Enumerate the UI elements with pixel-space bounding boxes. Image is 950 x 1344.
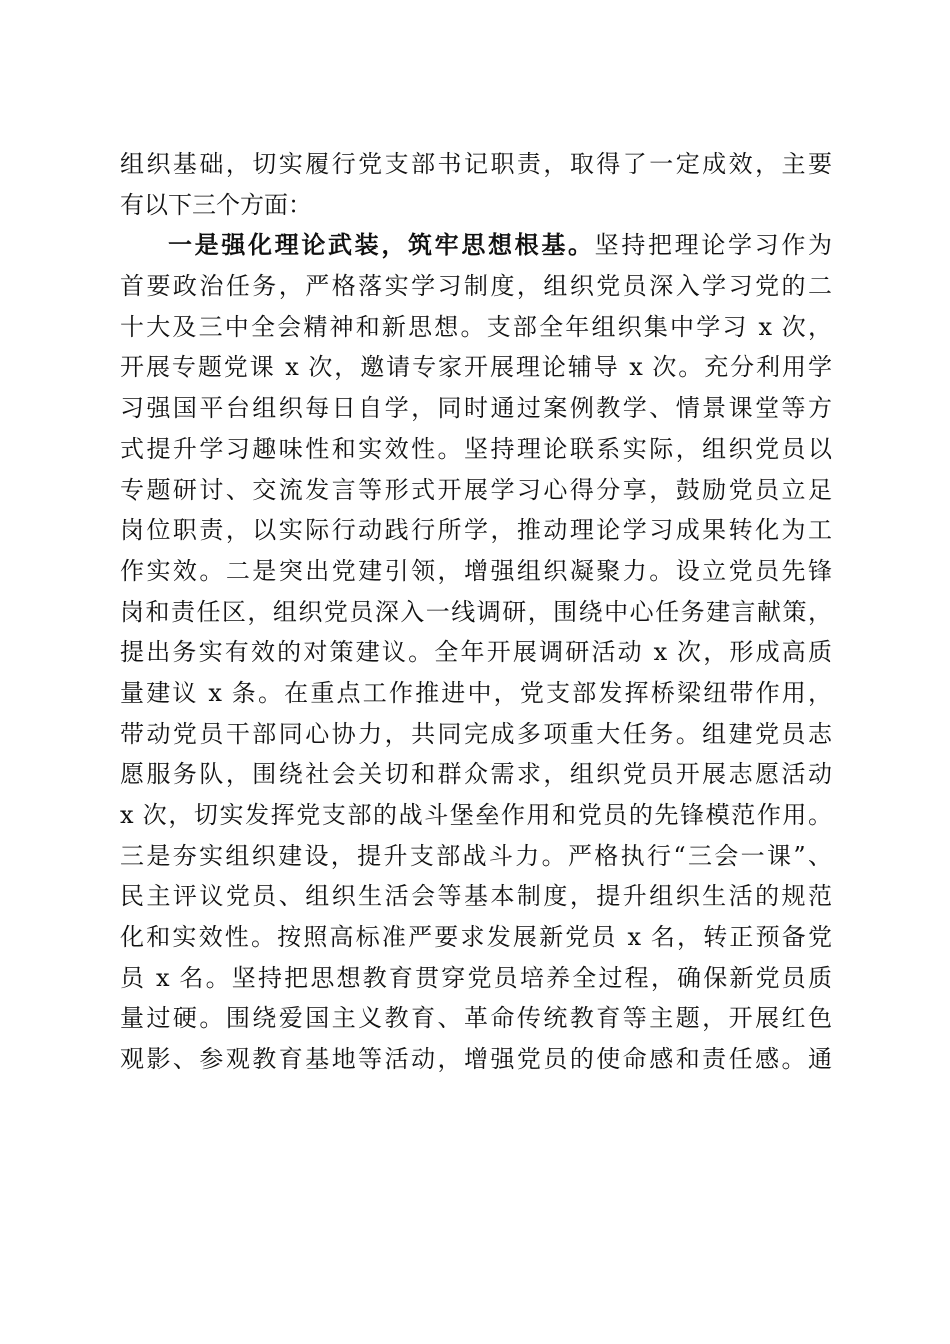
text-line: 作实效。二是突出党建引领，增强组织凝聚力。设立党员先锋 [120,556,832,585]
text-line: 员 x 名。坚持把思想教育贯穿党员培养全过程，确保新党员质 [120,963,832,992]
text-line: 岗位职责，以实际行动践行所学，推动理论学习成果转化为工 [120,516,832,545]
text-line: 提出务实有效的对策建议。全年开展调研活动 x 次，形成高质 [120,638,832,667]
text-line: 观影、参观教育基地等活动，增强党员的使命感和责任感。通 [120,1045,832,1074]
text-line: 首要政治任务，严格落实学习制度，组织党员深入学习党的二 [120,272,832,301]
text-line: 式提升学习趣味性和实效性。坚持理论联系实际，组织党员以 [120,434,832,463]
text-line [120,225,832,266]
text-line: 有以下三个方面： [120,190,312,219]
text-line: 量过硬。围绕爱国主义教育、革命传统教育等主题，开展红色 [120,1004,832,1033]
text-line: 三是夯实组织建设，提升支部战斗力。严格执行“三会一课”、 [120,841,832,870]
text-line: 组织基础，切实履行党支部书记职责，取得了一定成效，主要 [120,150,832,178]
text-line: 十大及三中全会精神和新思想。支部全年组织集中学习 x 次， [120,312,832,341]
text-line: x 次，切实发挥党支部的战斗堡垒作用和党员的先锋模范作用。 [120,801,832,829]
text-line: 习强国平台组织每日自学，同时通过案例教学、情景课堂等方 [120,394,832,423]
text-line: 开展专题党课 x 次，邀请专家开展理论辅导 x 次。充分利用学 [120,353,832,382]
text-line: 专题研讨、交流发言等形式开展学习心得分享，鼓励党员立足 [120,475,832,504]
section-heading-1: 一是强化理论武装，筑牢思想根基。 [168,230,595,260]
text-line: 量建议 x 条。在重点工作推进中，党支部发挥桥梁纽带作用， [120,678,832,707]
text-line: 化和实效性。按照高标准严要求发展新党员 x 名，转正预备党 [120,923,832,952]
text-line: 岗和责任区，组织党员深入一线调研，围绕中心任务建言献策， [120,597,832,626]
text-run: 坚持把理论学习作为 [594,231,833,260]
text-line: 愿服务队，围绕社会关切和群众需求，组织党员开展志愿活动 [120,760,832,789]
text-line: 民主评议党员、组织生活会等基本制度，提升组织生活的规范 [120,882,832,911]
body-text [120,144,832,1080]
text-line: 带动党员干部同心协力，共同完成多项重大任务。组建党员志 [120,719,832,748]
